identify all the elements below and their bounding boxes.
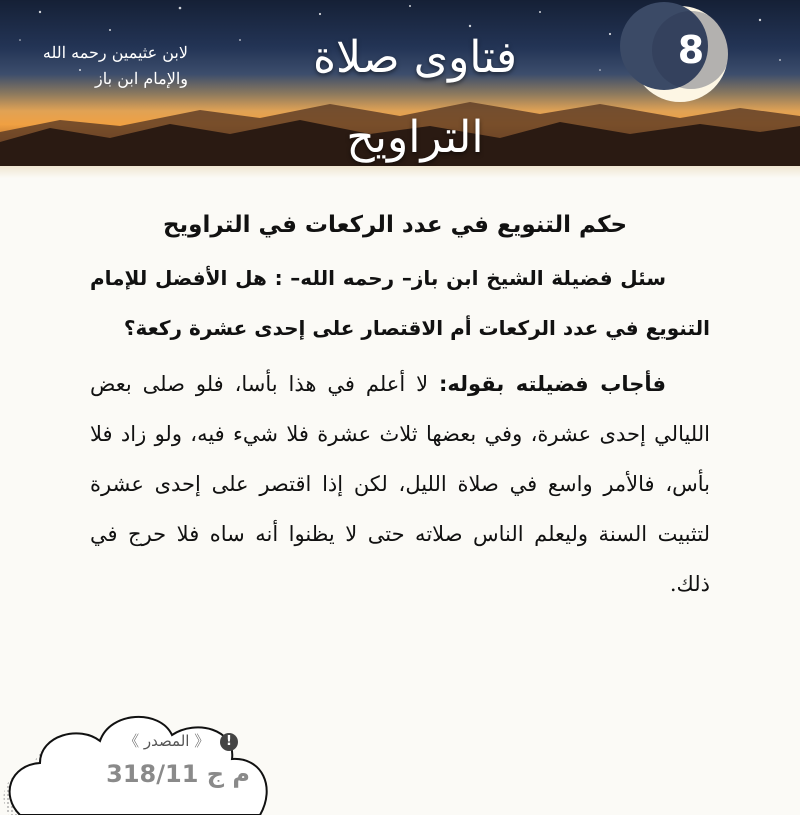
source-reference: م ج 318/11 bbox=[106, 760, 250, 788]
source-label bbox=[78, 730, 238, 751]
scholars-line-2: والإمام ابن باز bbox=[95, 69, 188, 88]
info-icon: ! bbox=[220, 733, 238, 751]
fatwa-article bbox=[90, 205, 710, 615]
answer-paragraph bbox=[90, 359, 710, 609]
episode-number-badge: 8 bbox=[652, 11, 730, 89]
source-label-text: 《 المصدر 》 bbox=[124, 732, 210, 750]
header-banner bbox=[0, 0, 800, 168]
banner-divider bbox=[0, 166, 800, 178]
question-paragraph: سئل فضيلة الشيخ ابن باز– رحمه الله– : هل الأفضل للإمام التنويع في عدد الركعات أم الاقتصار على إحدى عشرة ركعة؟ bbox=[90, 266, 710, 340]
answer-body: لا أعلم في هذا بأسا، فلو صلى بعض الليالي إحدى عشرة، وفي بعضها ثلاث عشرة فلا شيء فيه، ولو زاد فلا بأس، فالأمر واسع في صلاة الليل، لكن إذا اقتصر على إحدى عشرة لتثبيت السنة وليعلم الناس صلاته حتى لا يظنوا أنه ساه فلا حرج في ذلك. bbox=[90, 372, 710, 596]
article-title: حكم التنويع في عدد الركعات في التراويح bbox=[162, 212, 628, 238]
answer-lead: فأجاب فضيلته بقوله: bbox=[439, 372, 666, 396]
scholars-line-1: لابن عثيمين رحمه الله bbox=[42, 43, 188, 62]
scholars-calligraphy bbox=[18, 40, 218, 92]
series-title: فتاوى صلاة التراويح bbox=[312, 32, 518, 163]
